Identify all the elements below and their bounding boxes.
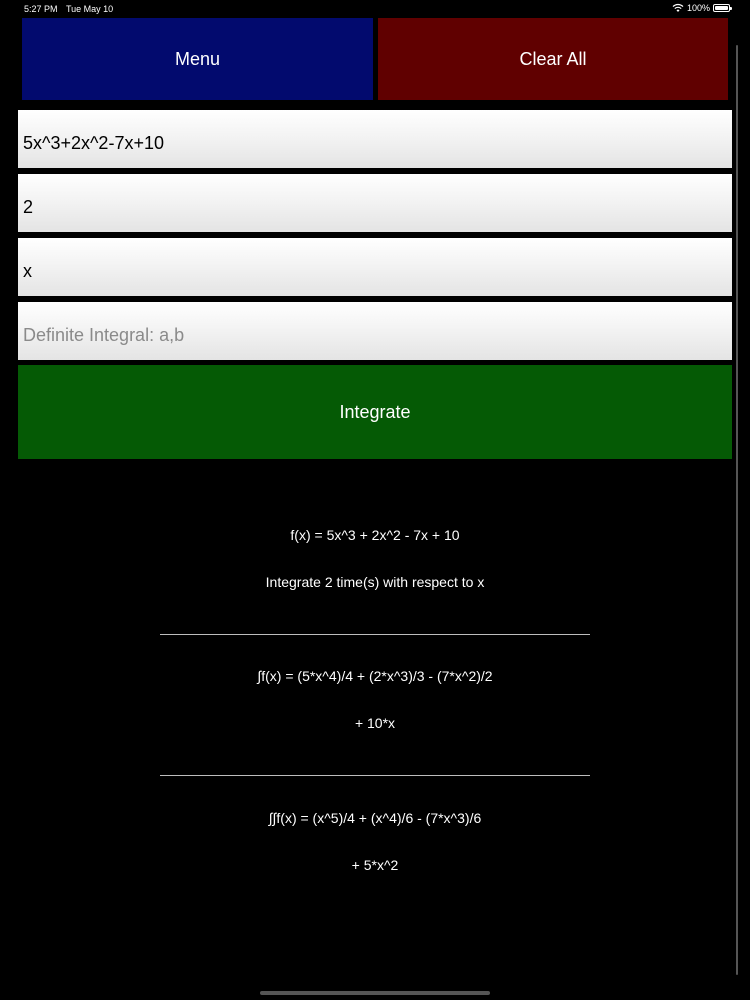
status-right <box>672 3 730 13</box>
variable-input[interactable] <box>18 238 732 296</box>
integrate-button[interactable]: Integrate <box>18 365 732 459</box>
wifi-icon <box>672 3 684 13</box>
second-integral-continuation: + 5*x^2 <box>351 857 399 873</box>
status-time: 5:27 PM <box>24 4 58 14</box>
first-integral-continuation: + 10*x <box>354 715 396 731</box>
first-integral-result: ∫f(x) = (5*x^4)/4 + (2*x^3)/3 - (7*x^2)/2 <box>257 668 493 684</box>
instruction-text: Integrate 2 time(s) with respect to x <box>265 574 485 590</box>
battery-percent: 100% <box>686 3 710 13</box>
battery-icon <box>713 4 730 12</box>
expression-input[interactable] <box>18 110 732 168</box>
divider <box>160 634 590 635</box>
second-integral-result: ∫∫f(x) = (x^5)/4 + (x^4)/6 - (7*x^3)/6 <box>268 810 482 826</box>
status-bar <box>0 0 750 18</box>
menu-button[interactable]: Menu <box>22 18 373 100</box>
divider <box>160 775 590 776</box>
scroll-indicator[interactable] <box>736 45 738 975</box>
status-date: Tue May 10 <box>66 4 114 14</box>
clear-all-button[interactable]: Clear All <box>378 18 728 100</box>
definite-bounds-input[interactable] <box>18 302 732 360</box>
integration-times-input[interactable] <box>18 174 732 232</box>
home-indicator[interactable] <box>260 991 490 995</box>
function-display: f(x) = 5x^3 + 2x^2 - 7x + 10 <box>290 527 460 543</box>
